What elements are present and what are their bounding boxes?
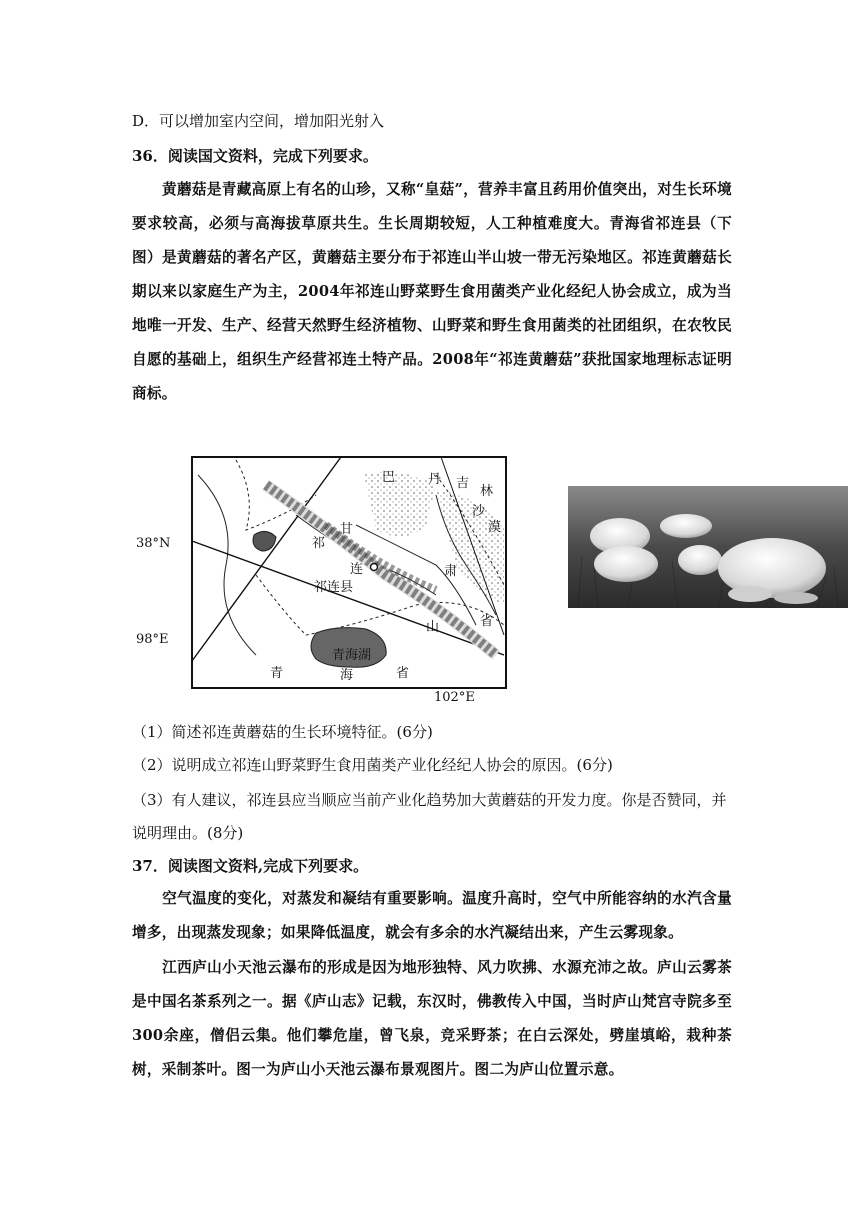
sub-question-3: （3）有人建议，祁连县应当顺应当前产业化趋势加大黄蘑菇的开发力度。你是否赞同，并 — [132, 791, 727, 809]
question-37-paragraph-1 — [132, 882, 732, 950]
question-37-paragraph-2 — [132, 951, 732, 1087]
place-sheng-gansu: 省 — [480, 614, 494, 629]
place-qing: 青 — [270, 666, 284, 681]
option-d: D．可以增加室内空间，增加阳光射入 — [132, 112, 385, 130]
lon-label-bottom: 102°E — [434, 690, 475, 703]
place-dan: 丹 — [428, 472, 442, 487]
place-qinghai-lake: 青海湖 — [332, 648, 372, 663]
place-qilian-county: 祁连县 — [314, 580, 354, 595]
place-sheng-qinghai: 省 — [396, 666, 410, 681]
question-36-heading: 36．阅读国文资料，完成下列要求。 — [132, 147, 378, 165]
question-37-text-1: 空气温度的变化，对蒸发和凝结有重要影响。温度升高时，空气中所能容纳的水汽含量增多，出现蒸发现象；如果降低温度，就会有多余的水汽凝结出来，产生云雾现象。 — [132, 890, 732, 941]
place-ba: 巴 — [382, 470, 396, 485]
lon-label-left: 98°E — [136, 632, 169, 647]
mushroom-photo — [568, 486, 848, 608]
place-lin: 林 — [480, 484, 494, 499]
sub-question-2: （2）说明成立祁连山野菜野生食用菌类产业化经纪人协会的原因。(6分) — [132, 756, 613, 774]
sub-question-3-continued: 说明理由。(8分) — [132, 824, 244, 842]
place-gan: 甘 — [340, 522, 354, 537]
place-hai: 海 — [340, 668, 354, 683]
place-su: 肃 — [444, 564, 458, 579]
sub-question-1: （1）简述祁连黄蘑菇的生长环境特征。(6分) — [132, 723, 433, 741]
place-shan: 山 — [426, 620, 440, 635]
question-36-text: 黄蘑菇是青藏高原上有名的山珍，又称“皇菇”，营养丰富且药用价值突出，对生长环境要求较高，必须与高海拔草原共生。生长周期较短，人工种植难度大。青海省祁连县（下图）是黄蘑菇的著名产区，黄蘑菇主要分布于祁连山半山坡一带无污染地区。祁连黄蘑菇长期以来以家庭生产为主，2004年祁连山野菜野生食用菌类产业化经纪人协会成立，成为当地唯一开发、生产、经营天然野生经济植物、山野菜和野生食用菌类的社团组织，在农牧民自愿的基础上，组织生产经营祁连土特产品。2008年“祁连黄蘑菇”获批国家地理标志证明商标。 — [132, 181, 732, 402]
lat-label: 38°N — [136, 536, 171, 551]
question-37-heading: 37．阅读图文资料,完成下列要求。 — [132, 857, 369, 875]
place-qi: 祁 — [312, 536, 326, 551]
question-37-text-2: 江西庐山小天池云瀑布的形成是因为地形独特、风力吹拂、水源充沛之故。庐山云雾茶是中国名茶系列之一。据《庐山志》记载，东汉时，佛教传入中国，当时庐山梵宫寺院多至300余座，僧侣云集。他们攀危崖，曾飞泉，竞采野茶；在白云深处，劈崖填峪，栽种茶树，采制茶叶。图一为庐山小天池云瀑布景观图片。图二为庐山位置示意。 — [132, 959, 732, 1078]
question-36-paragraph — [132, 173, 732, 411]
place-ji: 吉 — [456, 476, 470, 491]
place-lian: 连 — [350, 562, 364, 577]
place-sha: 沙 — [472, 504, 486, 519]
qilian-location-map — [136, 455, 508, 703]
place-mo: 漠 — [488, 520, 502, 535]
